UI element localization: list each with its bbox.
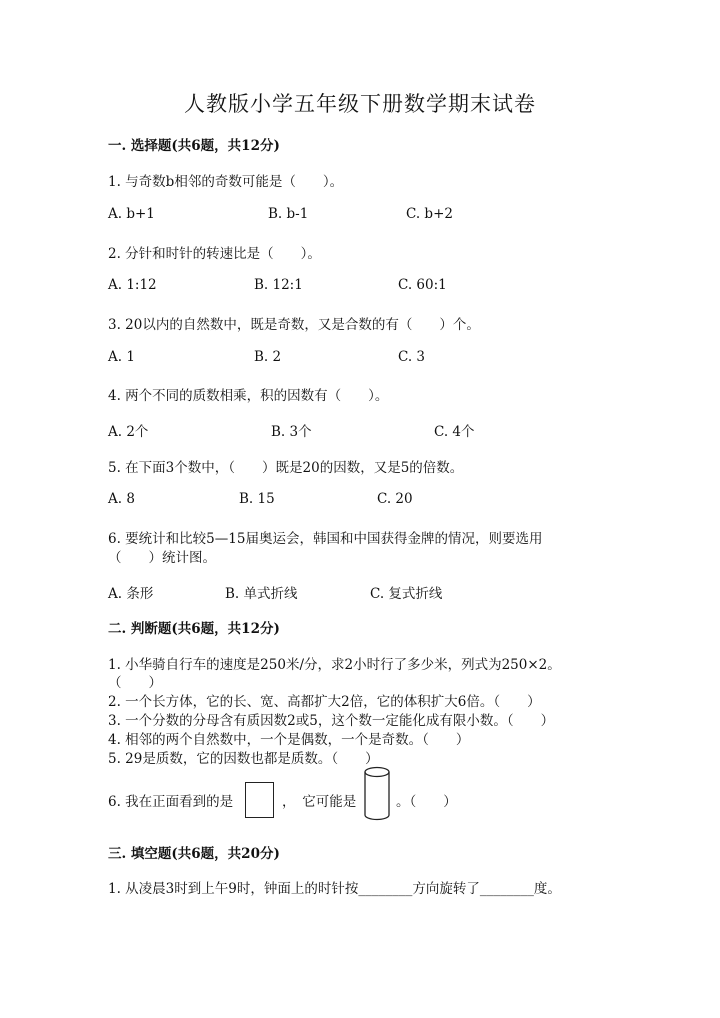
statement-q6-part2: ， 它可能是	[282, 794, 357, 810]
option-c[interactable]: C. 60:1	[398, 277, 447, 293]
option-a[interactable]: A. 2个	[108, 424, 149, 440]
option-b[interactable]: B. 3个	[271, 424, 312, 440]
statement: 5. 29是质数，它的因数也都是质数。（ ）	[108, 751, 379, 767]
cylinder-figure	[362, 766, 392, 822]
question-text: 1. 与奇数b相邻的奇数可能是（ ）。	[108, 174, 344, 190]
option-c[interactable]: C. 4个	[434, 424, 475, 440]
section-heading-judgement: 二. 判断题(共6题，共12分)	[108, 621, 280, 637]
option-a[interactable]: A. 条形	[108, 586, 154, 602]
page-title: 人教版小学五年级下册数学期末试卷	[184, 92, 536, 116]
square-front-view-figure	[245, 782, 274, 818]
question-text-cont: （ ）统计图。	[108, 550, 216, 566]
option-b[interactable]: B. 12:1	[254, 277, 303, 293]
statement-q6-part3: 。（ ）	[396, 794, 457, 810]
option-b[interactable]: B. 2	[254, 349, 282, 365]
question-text: 3. 20以内的自然数中，既是奇数，又是合数的有（ ）个。	[108, 317, 480, 333]
option-c[interactable]: C. 20	[377, 491, 413, 507]
option-a[interactable]: A. 1:12	[108, 277, 157, 293]
option-a[interactable]: A. 8	[108, 491, 135, 507]
question-text: 6. 要统计和比较5—15届奥运会，韩国和中国获得金牌的情况，则要选用	[108, 531, 543, 547]
question-text: 2. 分针和时针的转速比是（ ）。	[108, 246, 321, 262]
statement: 3. 一个分数的分母含有质因数2或5，这个数一定能化成有限小数。（ ）	[108, 713, 555, 729]
option-c[interactable]: C. 3	[398, 349, 426, 365]
option-a[interactable]: A. b+1	[108, 206, 155, 222]
option-c[interactable]: C. 复式折线	[370, 586, 443, 602]
section-heading-fill: 三. 填空题(共6题，共20分)	[108, 846, 280, 862]
section-heading-choice: 一. 选择题(共6题，共12分)	[108, 138, 280, 154]
option-b[interactable]: B. 单式折线	[225, 586, 298, 602]
option-a[interactable]: A. 1	[108, 349, 135, 365]
fill-question: 1. 从凌晨3时到上午9时，钟面上的时针按________方向旋转了________度。	[108, 881, 561, 897]
statement: 2. 一个长方体，它的长、宽、高都扩大2倍，它的体积扩大6倍。（ ）	[108, 694, 541, 710]
answer-blank[interactable]: （ ）	[108, 675, 162, 691]
statement: 1. 小华骑自行车的速度是250米/分，求2小时行了多少米，列式为250×2。	[108, 657, 561, 673]
option-b[interactable]: B. b-1	[268, 206, 309, 222]
option-b[interactable]: B. 15	[239, 491, 275, 507]
question-text: 4. 两个不同的质数相乘，积的因数有（ ）。	[108, 388, 389, 404]
option-c[interactable]: C. b+2	[406, 206, 453, 222]
statement: 4. 相邻的两个自然数中，一个是偶数，一个是奇数。（ ）	[108, 732, 470, 748]
question-text: 5. 在下面3个数中，（ ）既是20的因数，又是5的倍数。	[108, 460, 464, 476]
statement-q6-part1: 6. 我在正面看到的是	[108, 794, 234, 810]
